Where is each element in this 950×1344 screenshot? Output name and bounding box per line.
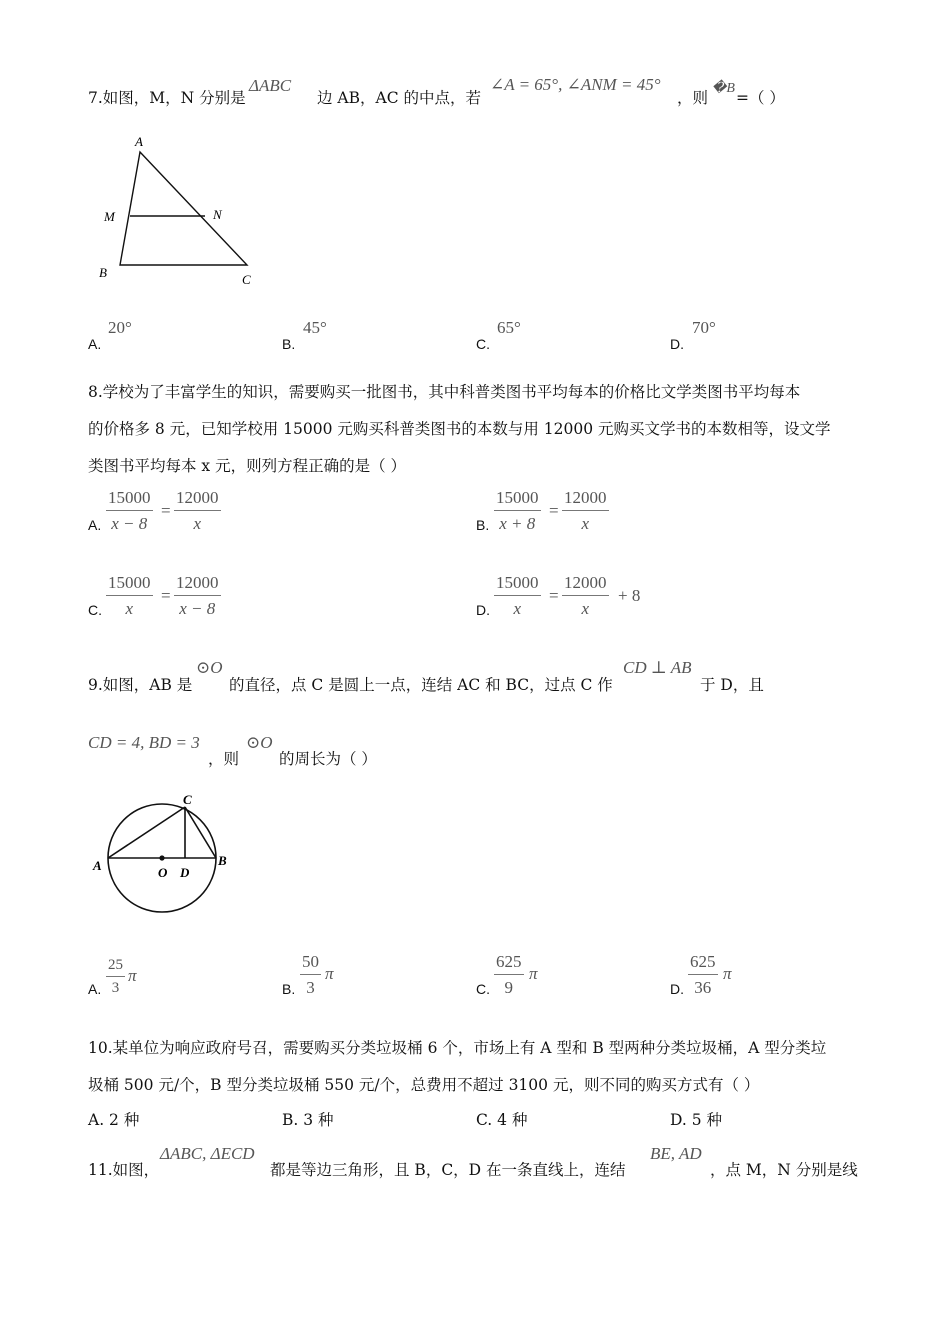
q7-text-eq: =（ ） [736, 89, 785, 107]
q9-option-b-pi: π [325, 964, 334, 983]
denominator: x [193, 514, 202, 533]
q8-line-2: 的价格多 8 元，已知学校用 15000 元购买科普类图书的本数与用 12000 元购买文学书的本数相等，设文学 [88, 420, 831, 438]
numerator: 25 [106, 957, 125, 977]
label-c: C [242, 272, 251, 287]
numerator: 625 [494, 952, 524, 975]
label-c: C [183, 792, 192, 807]
q9-option-c-fraction [494, 952, 524, 999]
q10-option-a: A. 2 种 [88, 1111, 140, 1129]
q8-option-d-tail: + 8 [618, 586, 641, 605]
denominator: x [581, 599, 590, 618]
numerator: 12000 [174, 573, 221, 596]
q7-triangle-figure [95, 130, 265, 290]
numerator: 15000 [494, 488, 541, 511]
q9-option-a-pi: π [128, 966, 137, 985]
label-o: O [158, 865, 168, 880]
label-n: N [213, 207, 222, 222]
q8-option-a-right-fraction [174, 488, 221, 535]
label-m: M [104, 209, 115, 224]
q8-option-c-left-fraction [106, 573, 153, 620]
label-b: B [218, 853, 227, 868]
center-dot [159, 855, 164, 860]
q9-perp-formula: CD ⊥ AB [623, 658, 692, 677]
q10-line-2: 圾桶 500 元/个，B 型分类垃圾桶 550 元/个，总费用不超过 3100 元，则不同的购买方式有（ ） [88, 1076, 760, 1094]
q9-option-c-pi: π [529, 964, 538, 983]
denominator: x [125, 599, 134, 618]
denominator: x − 8 [111, 514, 148, 533]
q11-text-prefix: 11.如图， [88, 1161, 160, 1179]
q8-option-c-label: C. [88, 602, 102, 618]
q8-option-a-left-fraction [106, 488, 153, 535]
q9-text-end: 于 D，且 [700, 676, 764, 694]
q9-option-a-label: A. [88, 981, 102, 997]
q9-text-ask: 的周长为（ ） [279, 750, 377, 768]
chord-bc [185, 807, 216, 858]
q8-option-d-right-fraction [562, 573, 609, 620]
q7-option-c-value: 65° [497, 318, 521, 337]
q7-option-c-label: C. [476, 336, 490, 352]
q8-option-b-right-fraction [562, 488, 609, 535]
q7-triangle-formula: ΔABC [249, 76, 292, 95]
denominator: 3 [111, 980, 120, 996]
q7-condition-formula: ∠A = 65°, ∠ANM = 45° [490, 75, 661, 94]
denominator: 3 [306, 978, 315, 997]
q7-option-b-label: B. [282, 336, 296, 352]
triangle-abc [120, 152, 247, 265]
q11-text-mid: 都是等边三角形，且 B，C，D 在一条直线上，连结 [270, 1161, 626, 1179]
q7-text-mid: 边 AB，AC 的中点，若 [317, 89, 481, 107]
q9-option-c-label: C. [476, 981, 490, 997]
q9-option-d-pi: π [723, 964, 732, 983]
q7-option-b-value: 45° [303, 318, 327, 337]
label-a: A [93, 858, 102, 873]
q9-circle-o-formula-2: ⊙O [246, 733, 273, 752]
q8-line-3: 类图书平均每本 x 元，则列方程正确的是（ ） [88, 457, 407, 475]
denominator: 9 [504, 978, 513, 997]
q9-option-d-fraction [688, 952, 718, 999]
q7-option-a-label: A. [88, 336, 102, 352]
q8-option-b-left-fraction [494, 488, 541, 535]
numerator: 15000 [106, 573, 153, 596]
q9-option-b-fraction [300, 952, 321, 999]
q7-option-a-value: 20° [108, 318, 132, 337]
q8-option-b-equals: = [549, 501, 559, 520]
numerator: 12000 [562, 573, 609, 596]
denominator: x [513, 599, 522, 618]
q10-option-c: C. 4 种 [476, 1111, 528, 1129]
q11-segments-formula: BE, AD [650, 1144, 702, 1163]
q7-option-d-label: D. [670, 336, 684, 352]
denominator: x [581, 514, 590, 533]
q9-condition-formula: CD = 4, BD = 3 [88, 733, 200, 752]
numerator: 50 [300, 952, 321, 975]
label-d: D [180, 865, 190, 880]
numerator: 625 [688, 952, 718, 975]
q9-option-a-fraction [106, 957, 125, 997]
q8-option-d-label: D. [476, 602, 490, 618]
q9-option-b-label: B. [282, 981, 296, 997]
q10-option-b: B. 3 种 [282, 1111, 334, 1129]
q9-circle-figure [88, 788, 238, 920]
q8-option-c-equals: = [161, 586, 171, 605]
q8-option-d-left-fraction [494, 573, 541, 620]
numerator: 12000 [562, 488, 609, 511]
q7-text-then: ，则 [677, 89, 709, 107]
q11-triangles-formula: ΔABC, ΔECD [160, 1144, 255, 1163]
q8-option-d-equals: = [549, 586, 559, 605]
numerator: 12000 [174, 488, 221, 511]
label-a: A [135, 134, 143, 149]
q7-asked-angle: �B [712, 81, 735, 96]
q8-line-1: 8.学校为了丰富学生的知识，需要购买一批图书，其中科普类图书平均每本的价格比文学类图书平均每本 [88, 383, 801, 401]
q7-text-prefix: 7.如图，M，N 分别是 [88, 89, 246, 107]
denominator: x − 8 [179, 599, 216, 618]
q8-option-a-equals: = [161, 501, 171, 520]
q10-line-1: 10.某单位为响应政府号召，需要购买分类垃圾桶 6 个，市场上有 A 型和 B 型两种分类垃圾桶，A 型分类垃 [88, 1039, 827, 1057]
q9-text-then: ，则 [208, 750, 240, 768]
q10-option-d: D. 5 种 [670, 1111, 723, 1129]
denominator: 36 [694, 978, 712, 997]
q8-option-a-label: A. [88, 517, 102, 533]
denominator: x + 8 [499, 514, 536, 533]
q9-option-d-label: D. [670, 981, 684, 997]
numerator: 15000 [106, 488, 153, 511]
q8-option-b-label: B. [476, 517, 490, 533]
q11-text-end: ，点 M，N 分别是线 [710, 1161, 858, 1179]
numerator: 15000 [494, 573, 541, 596]
q9-text-mid: 的直径，点 C 是圆上一点，连结 AC 和 BC，过点 C 作 [229, 676, 613, 694]
label-b: B [99, 265, 107, 280]
q9-text-prefix: 9.如图，AB 是 [88, 676, 193, 694]
q9-circle-o-formula: ⊙O [196, 658, 223, 677]
chord-ac [108, 807, 185, 858]
q8-option-c-right-fraction [174, 573, 221, 620]
q7-option-d-value: 70° [692, 318, 716, 337]
